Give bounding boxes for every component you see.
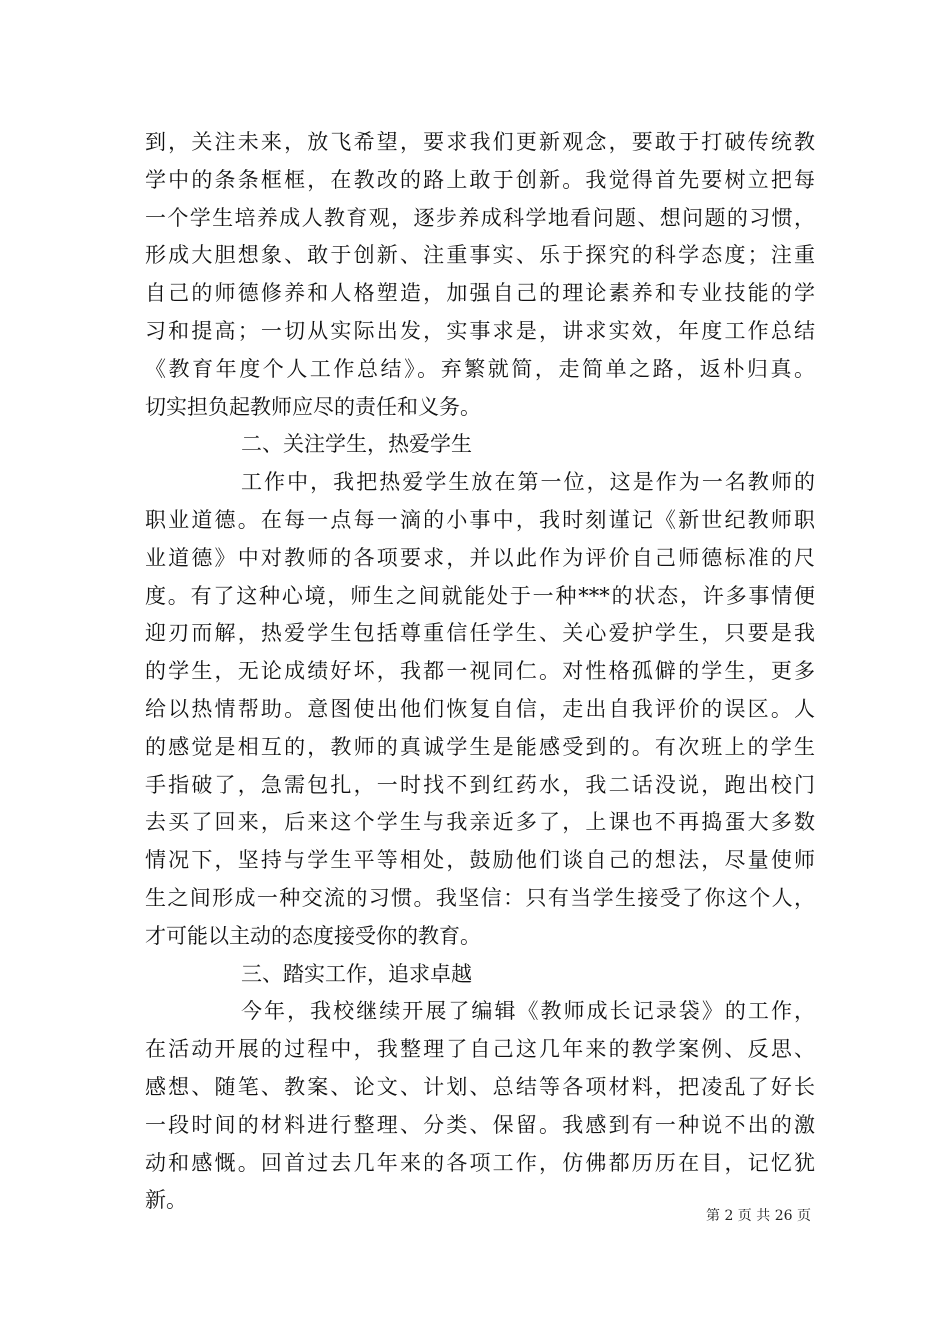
text-line: 学中的条条框框，在教改的路上敢于创新。我觉得首先要树立把每 bbox=[145, 167, 815, 192]
text-line: 一个学生培养成人教育观，逐步养成科学地看问题、想问题的习惯， bbox=[145, 205, 815, 230]
text-line: 切实担负起教师应尽的责任和义务。 bbox=[145, 394, 481, 419]
text-line: 的感觉是相互的，教师的真诚学生是能感受到的。有次班上的学生 bbox=[145, 734, 815, 759]
text-line: 去买了回来，后来这个学生与我亲近多了，上课也不再捣蛋大多数 bbox=[145, 810, 815, 835]
text-line: 度。有了这种心境，师生之间就能处于一种***的状态，许多事情便 bbox=[145, 583, 815, 608]
text-line: 才可能以主动的态度接受你的教育。 bbox=[145, 923, 481, 948]
text-line: 迎刃而解，热爱学生包括尊重信任学生、关心爱护学生，只要是我 bbox=[145, 621, 815, 646]
text-line: 今年，我校继续开展了编辑《教师成长记录袋》的工作， bbox=[241, 999, 815, 1024]
body-text bbox=[145, 124, 815, 1220]
text-line: 自己的师德修养和人格塑造，加强自己的理论素养和专业技能的学 bbox=[145, 281, 815, 306]
text-line: 职业道德。在每一点每一滴的小事中，我时刻谨记《新世纪教师职 bbox=[145, 507, 815, 532]
text-line: 形成大胆想象、敢于创新、注重事实、乐于探究的科学态度；注重 bbox=[145, 243, 815, 268]
text-line: 新。 bbox=[145, 1188, 187, 1213]
text-line: 的学生，无论成绩好坏，我都一视同仁。对性格孤僻的学生，更多 bbox=[145, 659, 815, 684]
text-line: 生之间形成一种交流的习惯。我坚信：只有当学生接受了你这个人， bbox=[145, 885, 815, 910]
text-line: 工作中，我把热爱学生放在第一位，这是作为一名教师的 bbox=[241, 470, 815, 495]
text-line: 到，关注未来，放飞希望，要求我们更新观念，要敢于打破传统教 bbox=[145, 130, 815, 154]
section-heading: 三、踏实工作，追求卓越 bbox=[241, 961, 472, 986]
text-line: 在活动开展的过程中，我整理了自己这几年来的教学案例、反思、 bbox=[145, 1037, 815, 1062]
text-line: 业道德》中对教师的各项要求，并以此作为评价自己师德标准的尺 bbox=[145, 545, 815, 570]
text-line: 动和感慨。回首过去几年来的各项工作，仿佛都历历在目，记忆犹 bbox=[145, 1150, 815, 1175]
text-line: 给以热情帮助。意图使出他们恢复自信，走出自我评价的误区。人 bbox=[145, 696, 815, 721]
text-line: 一段时间的材料进行整理、分类、保留。我感到有一种说不出的激 bbox=[145, 1112, 815, 1137]
text-line: 情况下，坚持与学生平等相处，鼓励他们谈自己的想法，尽量使师 bbox=[145, 848, 815, 873]
text-line: 习和提高；一切从实际出发，实事求是，讲求实效，年度工作总结 bbox=[145, 318, 815, 343]
text-line: 手指破了，急需包扎，一时找不到红药水，我二话没说，跑出校门 bbox=[145, 772, 815, 797]
text-line: 感想、随笔、教案、论文、计划、总结等各项材料，把凌乱了好长 bbox=[145, 1074, 815, 1099]
section-heading: 二、关注学生，热爱学生 bbox=[241, 432, 472, 457]
text-line: 《教育年度个人工作总结》。弃繁就简，走简单之路，返朴归真。 bbox=[145, 356, 815, 381]
page-number: 第 2 页 共 26 页 bbox=[706, 1208, 811, 1224]
